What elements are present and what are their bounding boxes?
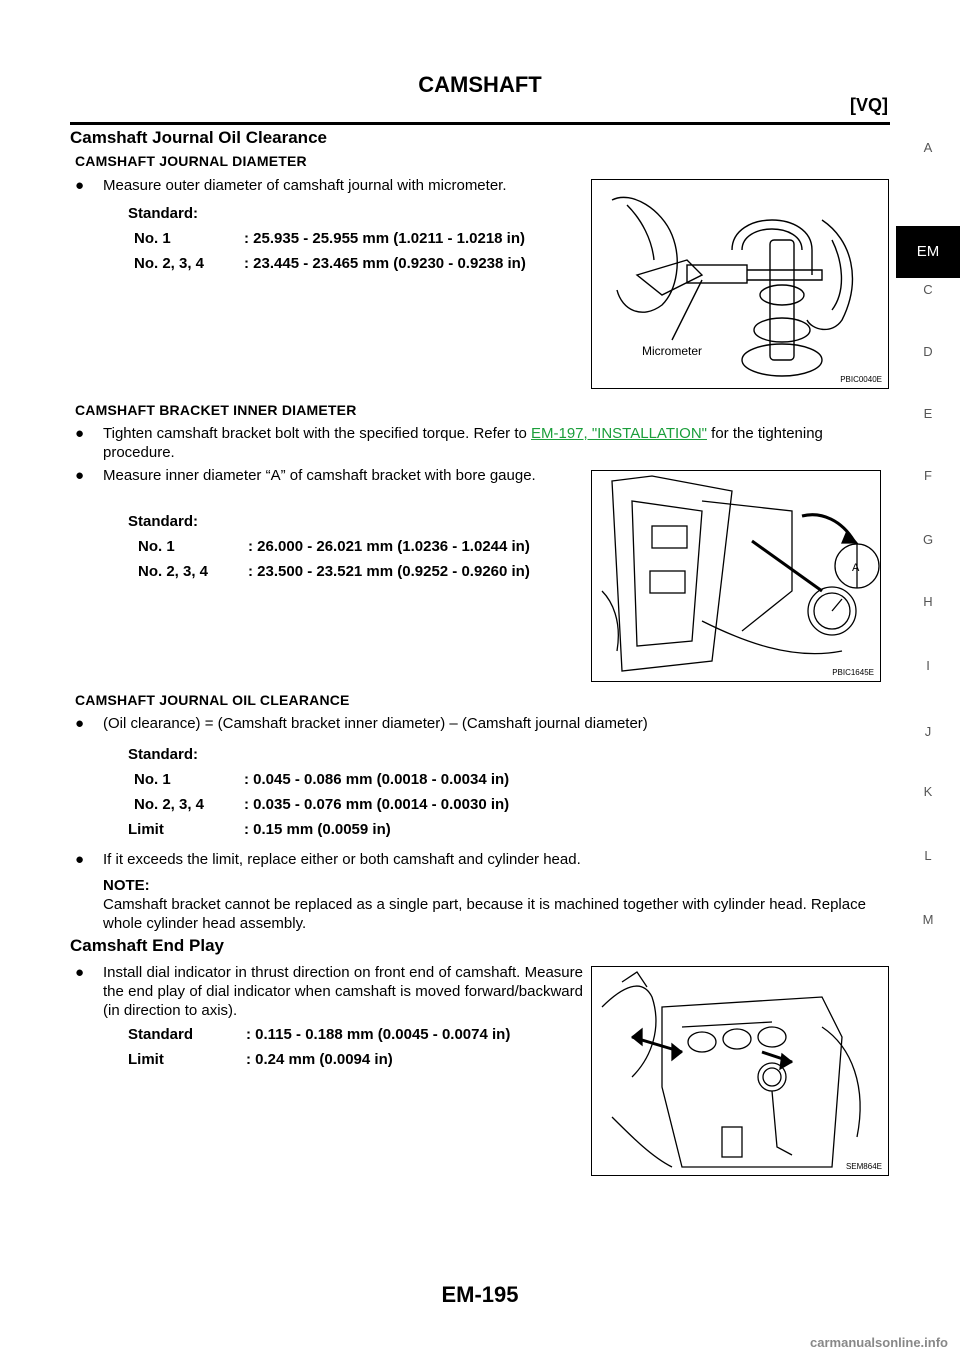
sidebar-item-m[interactable]: M: [922, 912, 934, 927]
watermark: carmanualsonline.info: [810, 1335, 948, 1350]
bullet-oil-formula: ● (Oil clearance) = (Camshaft bracket inner diameter) – (Camshaft journal diameter): [75, 715, 648, 732]
spec-row: No. 1 : 0.045 - 0.086 mm (0.0018 - 0.0034 in): [134, 771, 510, 788]
sidebar-item-i[interactable]: I: [926, 658, 930, 673]
sidebar-item-j[interactable]: J: [924, 724, 932, 739]
spec-row: No. 1 : 25.935 - 25.955 mm (1.0211 - 1.0218 in): [134, 230, 526, 247]
spec-row: Limit : 0.15 mm (0.0059 in): [128, 821, 391, 838]
link-em-197-installation[interactable]: EM-197, "INSTALLATION": [531, 425, 707, 442]
sidebar-item-l[interactable]: L: [924, 848, 932, 863]
sidebar-item-k[interactable]: K: [923, 784, 933, 799]
figure-micrometer: [591, 179, 889, 389]
page-title: CAMSHAFT: [418, 72, 542, 97]
sidebar-item-f[interactable]: F: [924, 468, 932, 483]
section-tag: [VQ]: [850, 95, 888, 115]
sidebar-item-a[interactable]: A: [923, 140, 933, 155]
spec-journal: [128, 201, 526, 276]
figure-code: PBIC1645E: [832, 668, 874, 677]
figure-bore-gauge: [591, 470, 881, 682]
note-text: Camshaft bracket cannot be replaced as a single part, because it is machined together with cylinder head. Replace whole cylinder head assembly.: [103, 896, 866, 932]
section-heading-oil-clearance: Camshaft Journal Oil Clearance: [70, 128, 327, 147]
figure-code: SEM864E: [845, 1162, 882, 1171]
spec-row: No. 1 : 26.000 - 26.021 mm (1.0236 - 1.0244 in): [138, 538, 530, 555]
spec-row: No. 2, 3, 4 : 23.445 - 23.465 mm (0.9230 - 0.9238 in): [134, 255, 526, 272]
bullet-journal: ● Measure outer diameter of camshaft journal with micrometer.: [75, 177, 507, 194]
bore-gauge-illustration: [592, 471, 880, 681]
spec-standard-label: Standard:: [128, 205, 199, 222]
dimension-label-a: A: [852, 562, 860, 574]
sidebar-item-g[interactable]: G: [922, 532, 934, 547]
dial-indicator-illustration: [592, 967, 888, 1175]
spec-row: No. 2, 3, 4 : 23.500 - 23.521 mm (0.9252 - 0.9260 in): [138, 563, 530, 580]
note-label: NOTE:: [103, 877, 150, 894]
bullet-bracket-measure: ● Measure inner diameter “A” of camshaft bracket with bore gauge.: [75, 467, 536, 484]
bullet-end-play: ● Install dial indicator in thrust direction on front end of camshaft. Measure the end play of dial indicator when camshaft is moved forward/backward (in direction to axis).: [75, 964, 583, 1019]
note-block: [103, 876, 893, 933]
header-rule: [70, 122, 890, 125]
bullet-dot: ●: [75, 177, 85, 194]
bullet-bracket-torque: ● Tighten camshaft bracket bolt with the specified torque. Refer to EM-197, "INSTALLATION" for the tightening procedure.: [75, 425, 823, 461]
page-number: EM-195: [441, 1282, 519, 1307]
spec-oil: Standard: No. 1 : 0.045 - 0.086 mm (0.0018 - 0.0034 in) No. 2, 3, 4 : 0.035 - 0.076 mm (0.0014 - 0.0030 in) Limit : 0.15 mm (0.0059 in): [128, 742, 509, 842]
figure-code: PBIC0040E: [840, 375, 882, 384]
spec-end-play: [128, 1022, 510, 1072]
sidebar-item-e[interactable]: E: [923, 406, 933, 421]
subheading-journal-diameter: CAMSHAFT JOURNAL DIAMETER: [75, 153, 307, 169]
subheading-bracket-diameter: CAMSHAFT BRACKET INNER DIAMETER: [75, 402, 357, 418]
spec-bracket: Standard: No. 1 : 26.000 - 26.021 mm (1.0236 - 1.0244 in) No. 2, 3, 4 : 23.500 - 23.521 mm (0.9252 - 0.9260 in): [128, 509, 530, 584]
spec-row: Limit : 0.24 mm (0.0094 in): [128, 1051, 393, 1068]
spec-row: Standard : 0.115 - 0.188 mm (0.0045 - 0.0074 in): [128, 1026, 511, 1043]
section-heading-end-play: Camshaft End Play: [70, 936, 224, 955]
figure-dial-indicator: [591, 966, 889, 1176]
sidebar-item-d[interactable]: D: [923, 344, 933, 359]
sidebar-item-em[interactable]: EM: [896, 226, 960, 278]
micrometer-label: Micrometer: [642, 344, 703, 358]
subheading-oil-clearance: CAMSHAFT JOURNAL OIL CLEARANCE: [75, 692, 350, 708]
micrometer-illustration: [592, 180, 888, 388]
bullet-oil-limit: ● If it exceeds the limit, replace either or both camshaft and cylinder head.: [75, 851, 581, 868]
sidebar-item-h[interactable]: H: [923, 594, 933, 609]
spec-row: No. 2, 3, 4 : 0.035 - 0.076 mm (0.0014 - 0.0030 in): [134, 796, 510, 813]
sidebar-item-c[interactable]: C: [923, 282, 933, 297]
